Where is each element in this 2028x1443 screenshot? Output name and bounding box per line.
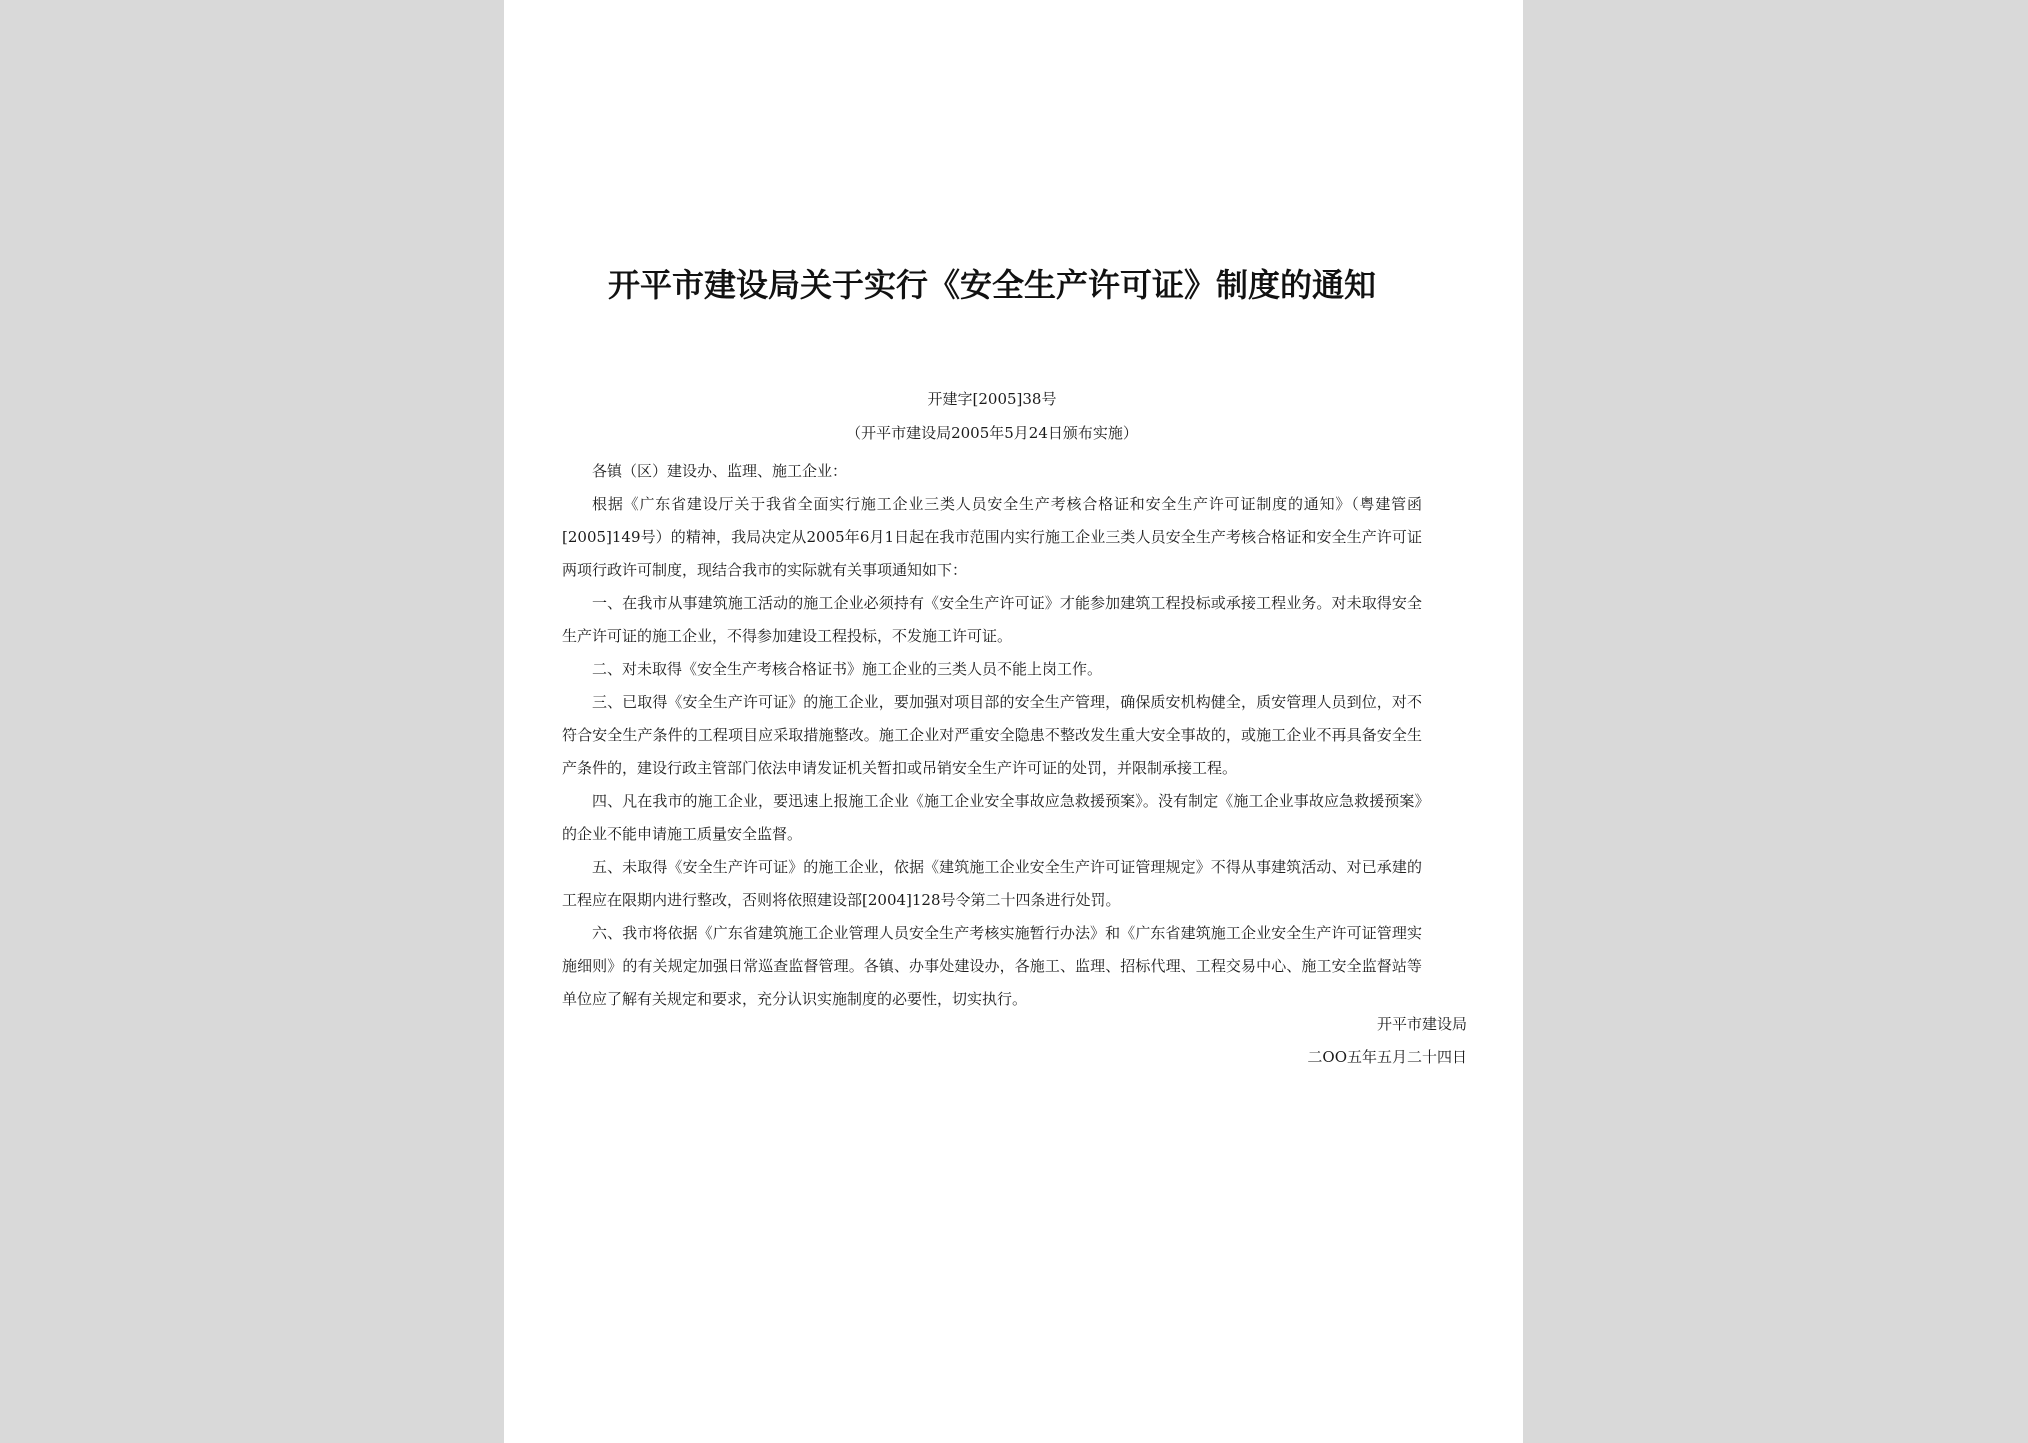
paragraph-item-6: 六、我市将依据《广东省建筑施工企业管理人员安全生产考核实施暂行办法》和《广东省建筑施工企业安全生产许可证管理实施细则》的有关规定加强日常巡查监督管理。各镇、办事处建设办，各施工、监理、招标代理、工程交易中心、施工安全监督站等单位应了解有关规定和要求，充分认识实施制度的必要性，切实执行。: [562, 924, 1422, 1008]
issued-note: （开平市建设局2005年5月24日颁布实施）: [846, 424, 1138, 442]
paragraph-item-2: 二、对未取得《安全生产考核合格证书》施工企业的三类人员不能上岗工作。: [592, 660, 1103, 678]
paragraph-item-5: 五、未取得《安全生产许可证》的施工企业，依据《建筑施工企业安全生产许可证管理规定》不得从事建筑活动、对已承建的工程应在限期内进行整改，否则将依照建设部[2004]128号令第二十四条进行处罚。: [562, 858, 1422, 909]
paragraph-item-4: 四、凡在我市的施工企业，要迅速上报施工企业《施工企业安全事故应急救援预案》。没有制定《施工企业事故应急救援预案》的企业不能申请施工质量安全监督。: [562, 792, 1422, 843]
paragraph-item-1: 一、在我市从事建筑施工活动的施工企业必须持有《安全生产许可证》才能参加建筑工程投标或承接工程业务。对未取得安全生产许可证的施工企业，不得参加建设工程投标，不发施工许可证。: [562, 594, 1422, 645]
signature-date: 二OO五年五月二十四日: [1307, 1048, 1467, 1066]
signature-organization: 开平市建设局: [1376, 1015, 1467, 1033]
document-page: [504, 0, 1523, 1443]
paragraph-item-3: 三、已取得《安全生产许可证》的施工企业，要加强对项目部的安全生产管理，确保质安机构健全，质安管理人员到位，对不符合安全生产条件的工程项目应采取措施整改。施工企业对严重安全隐患不整改发生重大安全事故的，或施工企业不再具备安全生产条件的，建设行政主管部门依法申请发证机关暂扣或吊销安全生产许可证的处罚，并限制承接工程。: [562, 693, 1422, 777]
document-body: [562, 455, 1422, 1016]
salutation: 各镇（区）建设办、监理、施工企业：: [592, 462, 848, 480]
paragraph-intro: 根据《广东省建设厅关于我省全面实行施工企业三类人员安全生产考核合格证和安全生产许可证制度的通知》（粤建管函[2005]149号）的精神，我局决定从2005年6月1日起在我市范围内实行施工企业三类人员安全生产考核合格证和安全生产许可证两项行政许可制度，现结合我市的实际就有关事项通知如下：: [562, 495, 1422, 579]
document-title: 开平市建设局关于实行《安全生产许可证》制度的通知: [607, 266, 1376, 304]
document-number: 开建字[2005]38号: [927, 390, 1057, 408]
